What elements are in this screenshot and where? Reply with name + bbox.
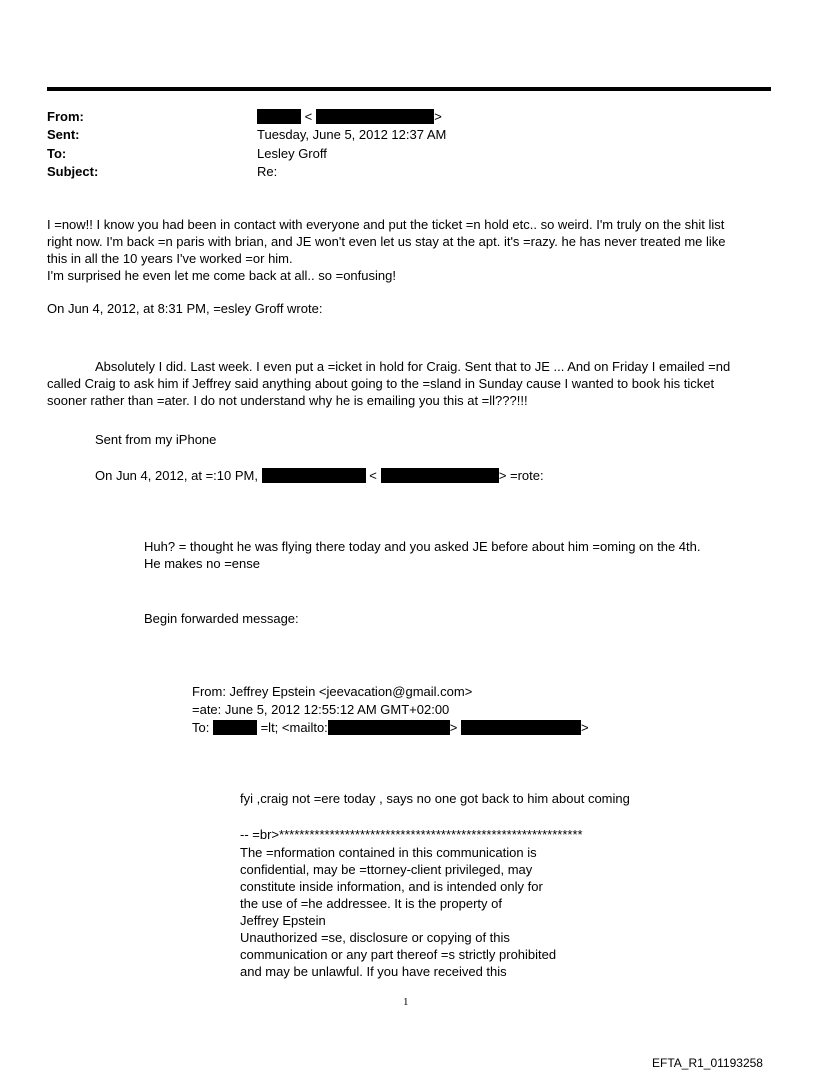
header-rule xyxy=(47,87,771,91)
quote1-body xyxy=(47,358,777,409)
fwd-date-line: =ate: June 5, 2012 12:55:12 AM GMT+02:00 xyxy=(192,702,450,717)
disclaimer-line: constitute inside information, and is intended only for xyxy=(240,879,543,894)
fyi-line: fyi ,craig not =ere today , says no one got back to him about coming xyxy=(240,791,630,806)
subject-label: Subject: xyxy=(47,164,99,179)
sent-value: Tuesday, June 5, 2012 12:37 AM xyxy=(257,127,447,142)
reply-body xyxy=(47,216,777,284)
quote2-body xyxy=(144,538,700,572)
page-number: 1 xyxy=(403,996,409,1008)
redaction-box xyxy=(213,720,257,735)
quote2-line: He makes no =ense xyxy=(144,556,260,571)
from-row xyxy=(47,108,747,126)
fwd-to-gt1: > xyxy=(449,720,458,735)
disclaimer-line: the use of =he addressee. It is the property of xyxy=(240,896,502,911)
quote2-suffix: > =rote: xyxy=(498,468,544,483)
quote2-lt: < xyxy=(369,468,377,483)
to-row xyxy=(47,145,747,163)
sent-row xyxy=(47,126,747,144)
quote1-line: called Craig to ask him if Jeffrey said anything about going to the =sland in Sunday cause I wanted to book his ticket xyxy=(47,376,715,391)
sent-from-line: Sent from my iPhone xyxy=(95,432,217,447)
signature-separator: -- =br>************************************************************ xyxy=(240,827,583,842)
fwd-to-gt2: > xyxy=(581,720,589,735)
quote2-line: Huh? = thought he was flying there today and you asked JE before about him =oming on the 4th. xyxy=(144,539,701,554)
reply-line: this in all the 10 years I've worked =or him. xyxy=(47,251,293,266)
document-id: EFTA_R1_01193258 xyxy=(652,1056,763,1070)
quote2-prefix: On Jun 4, 2012, at =:10 PM, xyxy=(95,468,258,483)
quote1-line: sooner rather than =ater. I do not understand why he is emailing you this at =ll???!!! xyxy=(47,393,528,408)
redaction-box xyxy=(381,468,499,483)
from-label: From: xyxy=(47,109,84,124)
disclaimer-line: communication or any part thereof =s strictly prohibited xyxy=(240,947,557,962)
disclaimer-line: Jeffrey Epstein xyxy=(240,913,326,928)
from-value xyxy=(257,108,442,125)
fwd-from-line: From: Jeffrey Epstein <jeevacation@gmail.com> xyxy=(192,684,473,699)
disclaimer xyxy=(240,844,556,980)
reply-line: I =now!! I know you had been in contact with everyone and put the ticket =n hold etc.. so weird. I'm truly on the shit list xyxy=(47,217,725,232)
begin-forwarded-line: Begin forwarded message: xyxy=(144,611,299,626)
sent-label: Sent: xyxy=(47,127,80,142)
to-label: To: xyxy=(47,146,67,161)
reply-line: right now. I'm back =n paris with brian, and JE won't even let us stay at the apt. it's =razy. he has never treated me like xyxy=(47,234,726,249)
quote2-header xyxy=(95,467,544,484)
redaction-box xyxy=(262,468,366,483)
fwd-to-mid: =lt; <mailto: xyxy=(260,720,328,735)
from-lt: < xyxy=(304,109,313,124)
from-gt: > xyxy=(434,109,442,124)
disclaimer-line: confidential, may be =ttorney-client privileged, may xyxy=(240,862,533,877)
reply-line: I'm surprised he even let me come back at all.. so =onfusing! xyxy=(47,268,396,283)
redaction-box xyxy=(257,109,301,124)
disclaimer-line: Unauthorized =se, disclosure or copying of this xyxy=(240,930,510,945)
quote1-header: On Jun 4, 2012, at 8:31 PM, =esley Groff wrote: xyxy=(47,301,323,316)
quote1-line: Absolutely I did. Last week. I even put a =icket in hold for Craig. Sent that to JE ... And on Friday I emailed =nd xyxy=(95,359,731,374)
fwd-to-line xyxy=(192,719,589,736)
subject-value: Re: xyxy=(257,164,278,179)
to-value: Lesley Groff xyxy=(257,146,327,161)
disclaimer-line: and may be unlawful. If you have received this xyxy=(240,964,507,979)
disclaimer-line: The =nformation contained in this communication is xyxy=(240,845,537,860)
fwd-to-label: To: xyxy=(192,720,210,735)
redaction-box xyxy=(316,109,434,124)
redaction-box xyxy=(328,720,450,735)
redaction-box xyxy=(461,720,581,735)
subject-row xyxy=(47,163,747,181)
